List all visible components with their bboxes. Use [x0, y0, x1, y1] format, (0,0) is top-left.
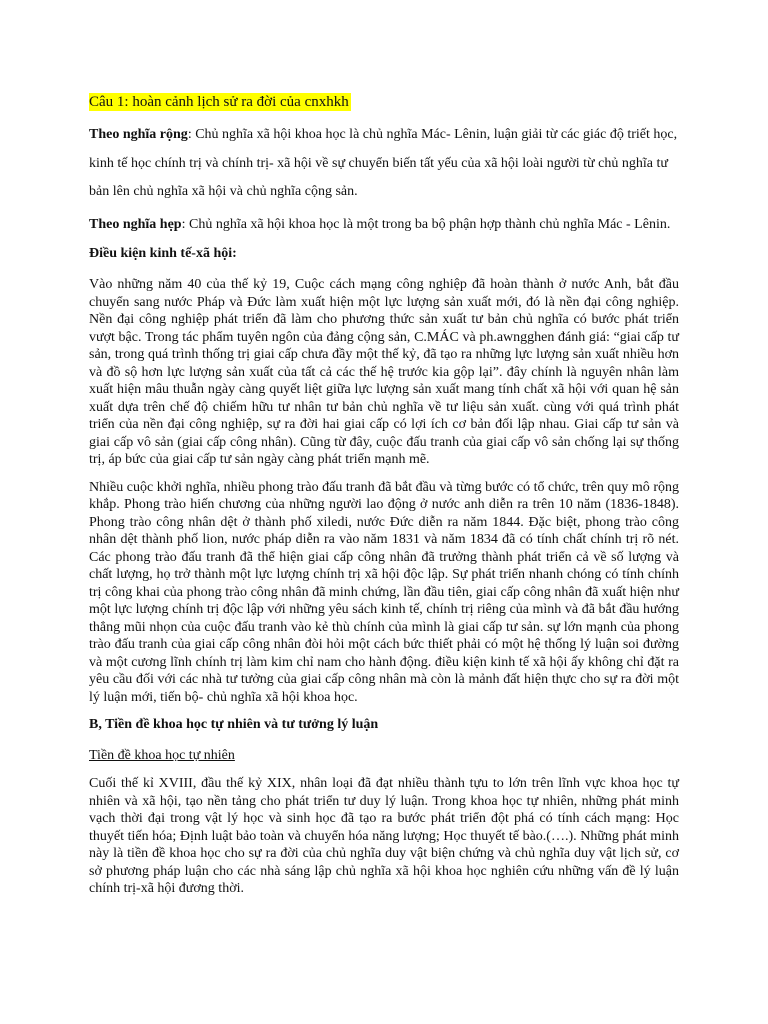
broad-definition-term: Theo nghĩa rộng — [89, 127, 188, 142]
section-b-paragraph: Cuối thế kỉ XVIII, đầu thế kỷ XIX, nhân loại đã đạt nhiều thành tựu to lớn trên lĩnh vực khoa học tự nhiên và xã hội, tạo nền tảng cho phát triển tư duy lý luận. Trong khoa học tự nhiên, những phát minh vạch thời đại trong vật lý học và sinh học đã tạo ra bước phát triển đột phá có tính cách mạng: Học thuyết tiến hóa; Định luật bảo toàn và chuyển hóa năng lượng; Học thuyết tế bào.(….). Những phát minh này là tiền đề khoa học cho sự ra đời của chủ nghĩa duy vật biện chứng và chủ nghĩa duy vật lịch sử, cơ sở phương pháp luận cho các nhà sáng lập chủ nghĩa xã hội khoa học nghiên cứu những vấn đề lý luận chính trị-xã hội đương thời. — [89, 776, 679, 896]
section-a-heading: Điều kiện kinh tế-xã hội: — [89, 246, 237, 261]
highlighted-title-text: Câu 1: hoàn cảnh lịch sử ra đời của cnxhkh — [89, 94, 349, 110]
narrow-definition-text: : Chủ nghĩa xã hội khoa học là một trong ba bộ phận hợp thành chủ nghĩa Mác - Lênin. — [181, 216, 671, 232]
document-title — [89, 93, 679, 111]
section-b-subheading: Tiền đề khoa học tự nhiên — [89, 748, 235, 763]
section-a-paragraph: Nhiều cuộc khởi nghĩa, nhiều phong trào đấu tranh đã bắt đầu và từng bước có tổ chức, trên quy mô rộng khắp. Phong trào hiến chương của những người lao động ở nước anh diễn ra trên 10 năm (1836-1848). Phong trào công nhân dệt ở thành phố xiledi, nước Đức diễn ra năm 1844. Đặc biệt, phong trào công nhân dệt thành phố lion, nước pháp diễn ra vào năm 1831 và năm 1834 đã có tính chất chính trị rõ nét. Các phong trào đấu tranh đã thể hiện giai cấp công nhân đã trưởng thành phát triển cả về số lượng và chất lượng, họ trở thành một lực lượng chính trị xã hội độc lập. Sự phát triển nhanh chóng có tính chính trị công khai của phong trào công nhân đã minh chứng, lần đầu tiên, giai cấp công nhân đã xuất hiện như một lực lượng chính trị độc lập với những yêu sách kinh tế, chính trị riêng của mình và đã bắt đầu hướng thẳng mũi nhọn của cuộc đấu tranh vào kẻ thù chính của mình là giai cấp tư sản. sự lớn mạnh của phong trào đấu tranh của giai cấp công nhân đòi hỏi một cách bức thiết phải có một hệ thống lý luận soi đường và một cương lĩnh chính trị làm kim chỉ nam cho hành động. điều kiện kinh tế xã hội ấy không chỉ đặt ra yêu cầu đối với các nhà tư tưởng của giai cấp công nhân mà còn là mảnh đất hiện thực cho sự ra đời một lý luận mới, tiến bộ- chủ nghĩa xã hội khoa học. — [89, 479, 679, 705]
section-b-heading: B, Tiền đề khoa học tự nhiên và tư tưởng lý luận — [89, 717, 379, 732]
section-a-paragraph: Vào những năm 40 của thế kỷ 19, Cuộc cách mạng công nghiệp đã hoàn thành ở nước Anh, bắt đầu chuyển sang nước Pháp và Đức làm xuất hiện một lực lượng sản xuất mới, đó là nền đại công nghiệp. Nền đại công nghiệp phát triển đã làm cho phương thức sản xuất tư bản chủ nghĩa có bước phát triển vượt bậc. Trong tác phẩm tuyên ngôn của đảng cộng sản, C.MÁC và ph.awngghen đánh giá: “giai cấp tư sản, trong quá trình thống trị giai cấp chưa đầy một thế kỷ, đã tạo ra những lực lượng sản xuất nhiều hơn và đồ sộ hơn lực lượng sản xuất của tất cả các thế hệ trước kia gộp lại”. đây chính là nguyên nhân làm xuất hiện mâu thuẫn ngày càng quyết liệt giữa lực lượng sản xuất mang tính chất xã hội với quan hệ sản xuất dựa trên chế độ chiếm hữu tư nhân tư bản chủ nghĩa về tư liệu sản xuất. cùng với quá trình phát triển của nền đại công nghiệp, sự ra đời hai giai cấp có lợi ích cơ bản đối lập nhau. Giai cấp tư sản và giai cấp vô sản (giai cấp công nhân). Cũng từ đây, cuộc đấu tranh của giai cấp vô sản chống lại sự thống trị, áp bức của giai cấp tư sản ngày càng phát triển mạnh mẽ. — [89, 277, 679, 467]
narrow-definition-term: Theo nghĩa hẹp — [89, 216, 182, 232]
narrow-definition-paragraph — [89, 211, 679, 240]
broad-definition-text: : Chủ nghĩa xã hội khoa học là chủ nghĩa Mác- Lênin, luận giải từ các giác độ triết học, kinh tế học chính trị và chính trị- xã hội về sự chuyển biến tất yếu của xã hội loài người từ chủ nghĩa tư bản lên chủ nghĩa xã hội và chủ nghĩa cộng sản. — [89, 127, 678, 199]
broad-definition-paragraph — [89, 121, 679, 207]
